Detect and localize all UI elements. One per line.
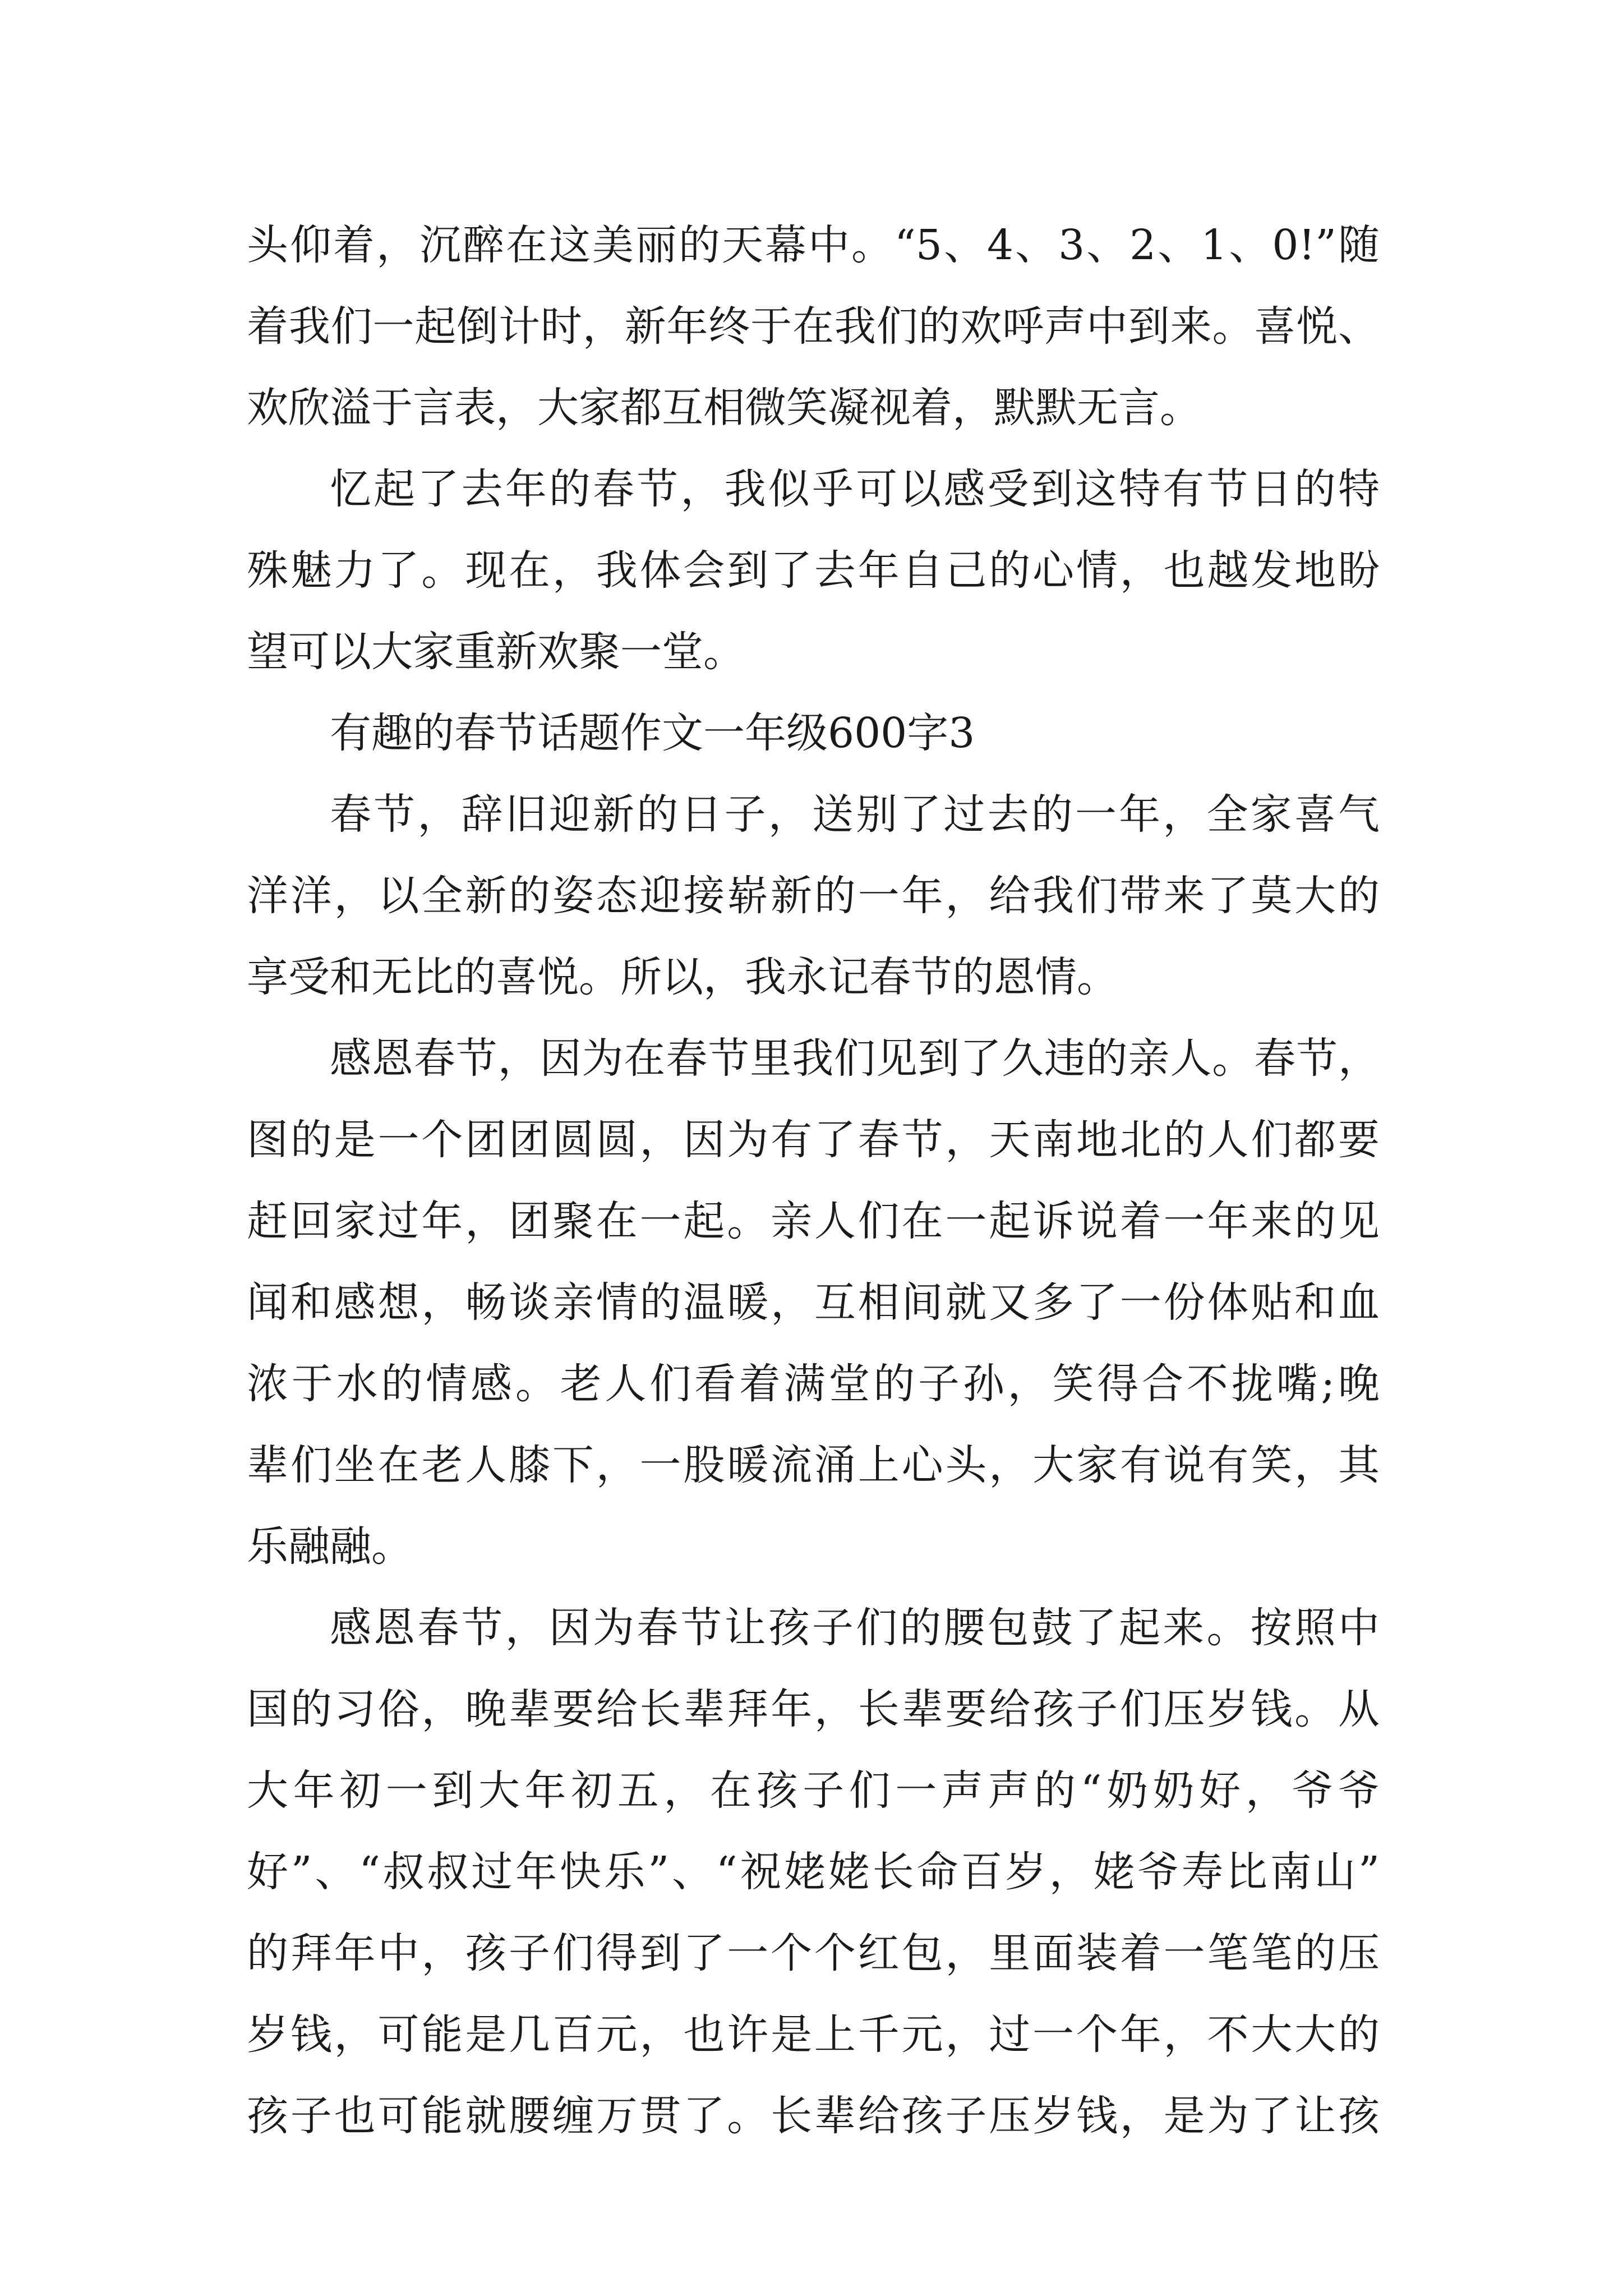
document-body bbox=[247, 205, 1380, 2157]
section-heading: 有趣的春节话题作文一年级600字3 bbox=[330, 709, 975, 757]
text-line-15: 浓于水的情感。老人们看着满堂的子孙，笑得合不拢嘴;晚 bbox=[247, 1360, 1380, 1408]
text-line-14: 闻和感想，畅谈亲情的温暖，互相间就又多了一份体贴和血 bbox=[247, 1278, 1380, 1327]
text-line-18: 感恩春节，因为春节让孩子们的腰包鼓了起来。按照中 bbox=[330, 1604, 1380, 1652]
text-line-12: 图的是一个团团圆圆，因为有了春节，天南地北的人们都要 bbox=[247, 1116, 1380, 1164]
text-line-11: 感恩春节，因为在春节里我们见到了久违的亲人。春节， bbox=[330, 1034, 1380, 1083]
text-line-20: 大年初一到大年初五，在孩子们一声声的“奶奶好，爷爷 bbox=[247, 1766, 1380, 1815]
text-line-16: 辈们坐在老人膝下，一股暖流涌上心头，大家有说有笑，其 bbox=[247, 1441, 1380, 1489]
text-line-8: 春节，辞旧迎新的日子，送别了过去的一年，全家喜气 bbox=[330, 790, 1380, 839]
text-line-9: 洋洋，以全新的姿态迎接崭新的一年，给我们带来了莫大的 bbox=[247, 872, 1380, 920]
text-line-6: 望可以大家重新欢聚一堂。 bbox=[247, 628, 745, 676]
text-line-17: 乐融融。 bbox=[247, 1522, 413, 1571]
text-line-5: 殊魅力了。现在，我体会到了去年自己的心情，也越发地盼 bbox=[247, 546, 1380, 595]
text-line-4: 忆起了去年的春节，我似乎可以感受到这特有节日的特 bbox=[330, 465, 1380, 513]
text-line-10: 享受和无比的喜悦。所以，我永记春节的恩情。 bbox=[247, 953, 1118, 1001]
text-line-21: 好”、“叔叔过年快乐”、“祝姥姥长命百岁，姥爷寿比南山” bbox=[247, 1848, 1380, 1896]
text-line-2: 着我们一起倒计时，新年终于在我们的欢呼声中到来。喜悦、 bbox=[247, 302, 1380, 351]
text-line-19: 国的习俗，晚辈要给长辈拜年，长辈要给孩子们压岁钱。从 bbox=[247, 1685, 1380, 1733]
text-line-3: 欢欣溢于言表，大家都互相微笑凝视着，默默无言。 bbox=[247, 384, 1201, 432]
text-line-23: 岁钱，可能是几百元，也许是上千元，过一个年，不大大的 bbox=[247, 2010, 1380, 2059]
text-line-22: 的拜年中，孩子们得到了一个个红包，里面装着一笔笔的压 bbox=[247, 1929, 1380, 1977]
text-line-1: 头仰着，沉醉在这美丽的天幕中。“5、4、3、2、1、0!”随 bbox=[247, 221, 1380, 269]
text-line-24: 孩子也可能就腰缠万贯了。长辈给孩子压岁钱，是为了让孩 bbox=[247, 2092, 1380, 2140]
text-line-13: 赶回家过年，团聚在一起。亲人们在一起诉说着一年来的见 bbox=[247, 1197, 1380, 1245]
